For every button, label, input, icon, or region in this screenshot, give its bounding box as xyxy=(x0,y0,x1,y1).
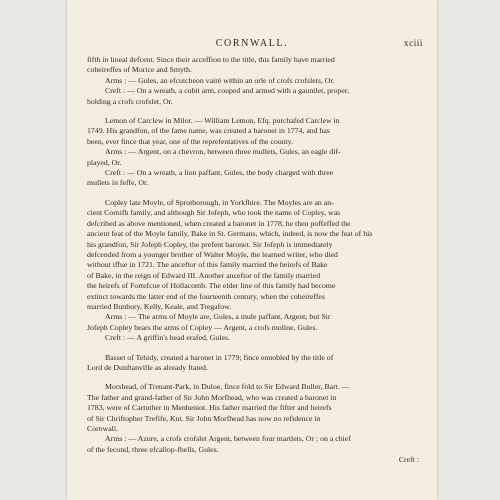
text-line: Creft : — A griffin's head erafed, Gules. xyxy=(105,333,230,343)
text-line: 1783, were of Cartuther in Menheniot. His father married the fifter and heirefs xyxy=(87,403,332,413)
body-text xyxy=(87,55,423,466)
text-line: of the fecond, three efcallop-fhells, Gules. xyxy=(87,444,219,454)
text-line: been, ever fince that year, one of the reprefentatives of the county. xyxy=(87,136,294,146)
text-line: cient Cornifh family, and although Sir Jofeph, who took the name of Copley, was xyxy=(87,208,341,218)
text-line: married Bunbury, Kelly, Keale, and Tregafow. xyxy=(87,301,232,311)
text-line: Arms : — Gules, an efcutcheon vairé within an orle of crofs crofslets, Or. xyxy=(105,75,335,85)
text-line: played, Or. xyxy=(87,157,122,167)
text-line: defcribed as above mentioned, when created a baronet in 1778, he then poffeffed the xyxy=(87,218,351,228)
text-line: The father and grand-father of Sir John Morfhead, who was created a baronet in xyxy=(87,392,337,402)
paragraph-gap xyxy=(87,373,423,382)
paragraph-gap xyxy=(87,107,423,116)
text-line: Arms : — The arms of Moyle are, Gules, a mule paffant, Argent; but Sir xyxy=(105,312,331,322)
text-line: fifth in lineal defcent. Since their acceffion to the title, this family have married xyxy=(87,55,335,64)
text-line: coheireffes of Morice and Smyth. xyxy=(87,65,192,75)
page-header xyxy=(67,38,437,52)
text-line: extinct towards the latter end of the fourteenth century, when the coheireffes xyxy=(87,291,325,301)
text-line: the heirefs of Fortefcue of Hollacomb. The elder line of this family had become xyxy=(87,281,336,291)
text-line: Creft : — On a wreath, a cubit arm, couped and armed with a gauntlet, proper, xyxy=(105,86,350,96)
text-line: defcended from a younger brother of Walter Moyle, the learned writer, who died xyxy=(87,249,338,259)
text-line: ancient feat of the Moyle family, Bake in St. Germans, which, indeed, is now the feat of his xyxy=(87,229,373,239)
text-line: Creft : — On a wreath, a lion paffant, Gules, the body charged with three xyxy=(105,168,334,178)
text-line: of Bake, in the reign of Edward III. Another anceftor of the family married xyxy=(87,270,321,280)
text-line: Morshead, of Trenant-Park, in Duloe, fince fold to Sir Edward Buller, Bart. — xyxy=(105,382,350,392)
text-line: of Sir Chriftopher Trefife, Knt. Sir John Morfhead has now no refidence in xyxy=(87,413,321,423)
text-line: Lord de Dunftanville as already ftated. xyxy=(87,362,208,372)
text-line: holding a crofs crofslet, Or. xyxy=(87,96,173,106)
text-line: his grandfon, Sir Jofeph Copley, the prefent baronet. Sir Jofeph is immediately xyxy=(87,239,333,249)
running-head: CORNWALL. xyxy=(215,38,289,49)
text-line: Copley late Moyle, of Sprotborough, in Yorkfhire. The Moyles are an an- xyxy=(105,197,334,207)
text-line: without iffue in 1721. The anceftor of this family married the heirefs of Bake xyxy=(87,260,328,270)
text-line: Lemon of Carclew in Milor. — William Lemon, Efq. purchafed Carclew in xyxy=(105,116,340,126)
paragraph-gap xyxy=(87,344,423,353)
text-line: Jofeph Copley bears the arms of Copley — Argent, a crofs moline, Gules. xyxy=(87,322,318,332)
page-number: xciii xyxy=(404,38,423,48)
text-line: Arms : — Argent, on a chevron, between three mullets, Gules, an eagle dif- xyxy=(105,147,341,157)
text-line: mullets in feffe, Or. xyxy=(87,178,149,188)
book-page xyxy=(67,0,437,500)
text-line: Creft : xyxy=(398,455,419,465)
paragraph-gap xyxy=(87,189,423,198)
text-line: 1749. His grandfon, of the fame name, was created a baronet in 1774, and has xyxy=(87,126,330,136)
text-line: Basset of Tehidy, created a baronet in 1779; fince ennobled by the title of xyxy=(105,352,334,362)
text-line: Arms : — Azure, a crofs crofslet Argent, between four martlets, Or ; on a chief xyxy=(105,434,351,444)
text-line: Cornwall. xyxy=(87,424,118,433)
